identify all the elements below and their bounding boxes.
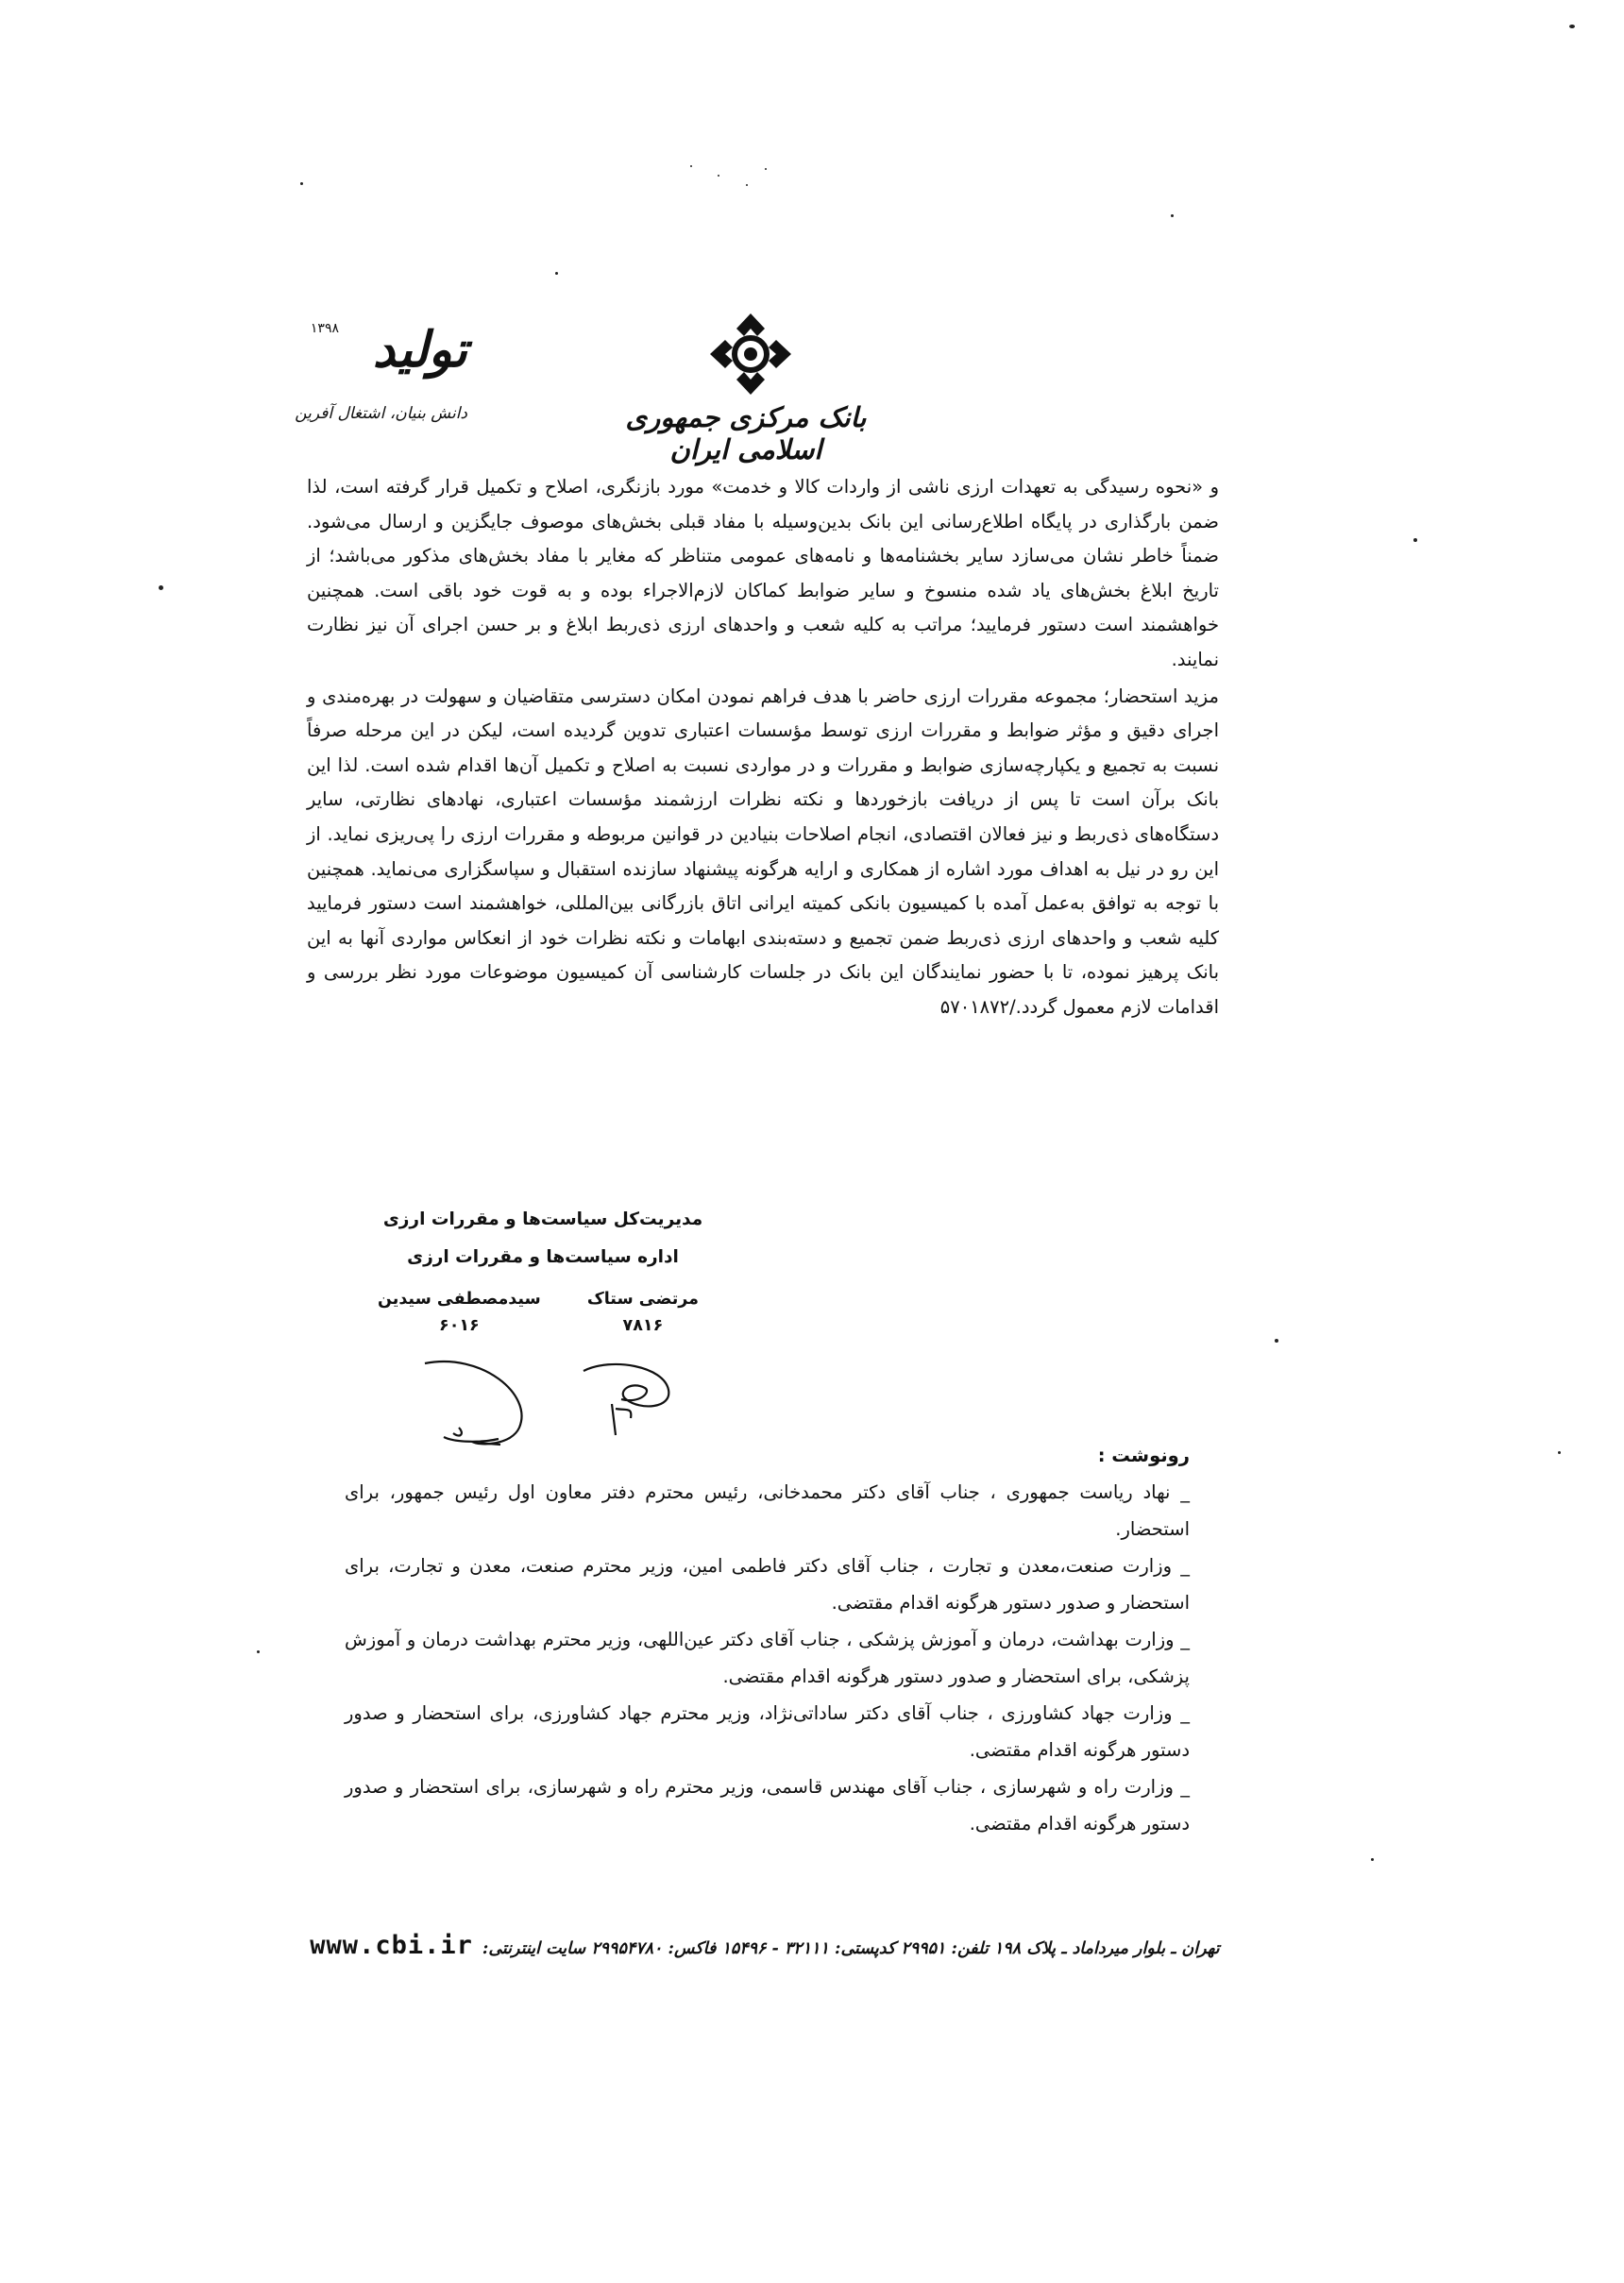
department-office: اداره سیاست‌ها و مقررات ارزی [407, 1247, 679, 1267]
scan-speck [765, 168, 767, 170]
cc-item: _ وزارت صنعت،معدن و تجارت ، جناب آقای دکتر فاطمی امین، وزیر محترم صنعت، معدن و تجارت، برای استحضار و صدور دستور هرگونه اقدام مقتضی. [345, 1555, 1190, 1614]
scan-speck [746, 184, 748, 186]
letter-body [307, 470, 1219, 1025]
scan-speck [1275, 1339, 1278, 1343]
signature-block [373, 1201, 713, 1335]
cc-item: _ وزارت جهاد کشاورزی ، جناب آقای دکتر ساداتی‌نژاد، وزیر محترم جهاد کشاورزی، برای استحضار و صدور دستور هرگونه اقدام مقتضی. [345, 1702, 1190, 1761]
bank-name: بانک مرکزی جمهوری اسلامی ایران [625, 401, 867, 465]
signers [378, 1286, 699, 1339]
cc-list [345, 1437, 1190, 1842]
scan-speck [1558, 1451, 1561, 1454]
signer-1-code: ۷۸۱۶ [622, 1316, 664, 1335]
scan-speck [1413, 538, 1417, 542]
slogan-sub: دانش بنیان، اشتغال آفرین [295, 404, 467, 423]
bank-emblem-icon [708, 312, 793, 397]
signature-1-image [574, 1352, 678, 1437]
scan-speck [1371, 1858, 1374, 1861]
scan-speck [718, 175, 719, 177]
cc-item: _ نهاد ریاست جمهوری ، جناب آقای دکتر محمدخانی، رئیس محترم دفتر معاون اول رئیس جمهور، برای استحضار. [345, 1481, 1190, 1540]
cc-title: رونوشت : [1097, 1445, 1190, 1466]
scan-speck [555, 272, 558, 275]
signer-1-name: مرتضی ستاک [586, 1290, 699, 1309]
scan-speck [300, 182, 303, 185]
cc-item: _ وزارت راه و شهرسازی ، جناب آقای مهندس قاسمی، وزیر محترم راه و شهرسازی، برای استحضار و صدور دستور هرگونه اقدام مقتضی. [345, 1776, 1190, 1835]
scan-speck [1171, 214, 1174, 217]
slogan-year: ۱۳۹۸ [302, 321, 339, 336]
footer-address: تهران ـ بلوار میرداماد ـ پلاک ۱۹۸ تلفن: ۲۹۹۵۱ کدپستی: ۳۲۱۱۱ - ۱۵۴۹۶ فاکس: ۲۹۹۵۴۷۸۰ سایت اینترنتی: [482, 1939, 1220, 1958]
footer-website: www.cbi.ir [310, 1931, 473, 1960]
paragraph-1: و «نحوه رسیدگی به تعهدات ارزی ناشی از واردات کالا و خدمت» مورد بازنگری، اصلاح و تکمیل قرار گرفته است، لذا ضمن بارگذاری در پایگاه اطلاع‌رسانی این بانک بدین‌وسیله با مفاد قبلی بخش‌های موصوف جایگزین و ارسال می‌شود. ضمناً خاطر نشان می‌سازد سایر بخشنامه‌ها و نامه‌های عمومی متناظر که مغایر با مفاد بخش‌های مذکور می‌باشد؛ از تاریخ ابلاغ بخش‌های یاد شده منسوخ و سایر ضوابط کماکان لازم‌الاجراء بوده و به قوت خود باقی است. همچنین خواهشمند است دستور فرمایید؛ مراتب به کلیه شعب و واحدهای ارزی ذی‌ربط ابلاغ و بر حسن اجرای آن نیز نظارت نمایند. [307, 476, 1219, 670]
signer-2 [378, 1286, 541, 1339]
scan-speck [257, 1650, 260, 1653]
year-slogan [295, 321, 467, 434]
scan-speck [1569, 25, 1575, 28]
slogan-main: تولید [372, 321, 467, 379]
letter-footer [310, 1931, 1220, 1960]
signer-2-code: ۶۰۱۶ [439, 1316, 480, 1335]
department-general: مدیریت‌کل سیاست‌ها و مقررات ارزی [382, 1209, 703, 1229]
cc-item: _ وزارت بهداشت، درمان و آموزش پزشکی ، جناب آقای دکتر عین‌اللهی، وزیر محترم بهداشت درمان و آموزش پزشکی، برای استحضار و صدور دستور هرگونه اقدام مقتضی. [345, 1629, 1190, 1687]
scan-speck [690, 165, 692, 167]
signer-1 [587, 1286, 699, 1339]
signer-2-name: سیدمصطفی سیدین [378, 1290, 541, 1309]
paragraph-2: مزید استحضار؛ مجموعه مقررات ارزی حاضر با هدف فراهم نمودن امکان دسترسی متقاضیان و سهولت در بهره‌مندی و اجرای دقیق و مؤثر ضوابط و مقررات ارزی توسط مؤسسات اعتباری تدوین گردیده است، لیکن در این مرحله صرفاً نسبت به تجمیع و یکپارچه‌سازی ضوابط و مقررات و در مواردی نسبت به اصلاح و تکمیل آن‌ها اقدام شده است. لذا این بانک برآن است تا پس از دریافت بازخوردها و نکته نظرات ارزشمند مؤسسات اعتباری، نهادهای نظارتی، سایر دستگاه‌های ذی‌ربط و نیز فعالان اقتصادی، انجام اصلاحات بنیادین در قوانین مربوطه و مقررات ارزی را پی‌ریزی نماید. از این رو در نیل به اهداف مورد اشاره از همکاری و ارایه هرگونه پیشنهاد سازنده استقبال و سپاسگزاری می‌نماید. همچنین با توجه به توافق به‌عمل آمده با کمیسیون بانکی کمیته ایرانی اتاق بازرگانی بین‌المللی، خواهشمند است دستور فرمایید کلیه شعب و واحدهای ارزی ذی‌ربط ضمن تجمیع و دسته‌بندی ابهامات و نکته نظرات خود از انعکاس مواردی آنها به این بانک پرهیز نموده، تا با حضور نمایندگان این بانک در جلسات کارشناسی آن کمیسیون موضوعات مورد نظر بررسی و اقدامات لازم معمول گردد./۵۷۰۱۸۷۲ [307, 685, 1219, 1018]
scan-speck [159, 585, 163, 590]
